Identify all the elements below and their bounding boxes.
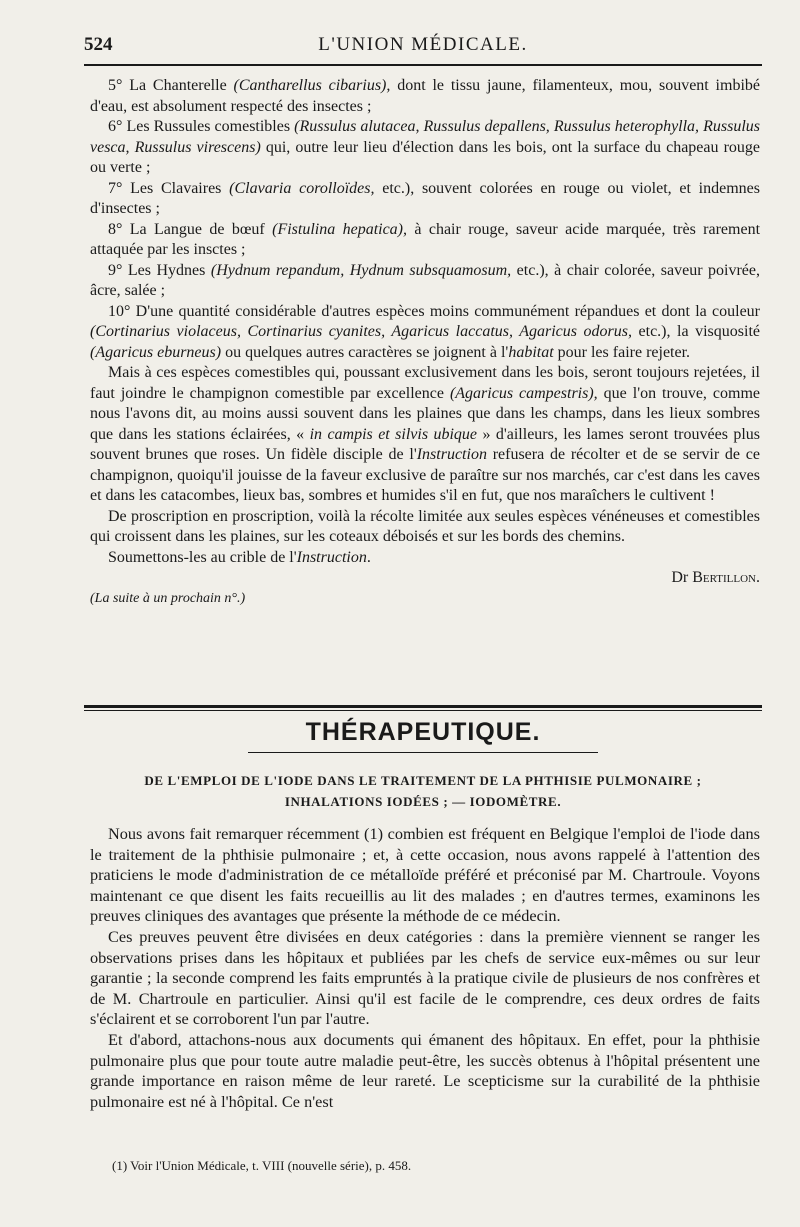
paragraph: Ces preuves peuvent être divisées en deux catégories : dans la première viennent se ranger les observations prises dans les hôpitaux et publiées par les chefs de service eux-mêmes ou sur leur garantie ; la seconde comprend les faits empruntés à la pratique civile de plusieurs de nos confrères et de M. Chartroule en particulier. Ainsi qu'il est facile de le comprendre, ces deux ordres de faits s'éclairent et se corroborent l'un par l'autre. xyxy=(90,926,760,1029)
article-body xyxy=(90,76,760,609)
footnote: (1) Voir l'Union Médicale, t. VIII (nouvelle série), p. 458. xyxy=(112,1158,412,1173)
list-item: 7° Les Clavaires (Clavaria corolloïdes, etc.), souvent colorées en rouge ou violet, et indemnes d'insectes ; xyxy=(90,179,760,217)
list-item: 9° Les Hydnes (Hydnum repandum, Hydnum subsquamosum, etc.), à chair colorée, saveur poivrée, âcre, salée ; xyxy=(90,261,761,299)
list-item: 8° La Langue de bœuf (Fistulina hepatica), à chair rouge, saveur acide marquée, très rarement attaquée par les insctes ; xyxy=(90,220,761,258)
paragraph: Et d'abord, attachons-nous aux documents qui émanent des hôpitaux. En effet, pour la phthisie pulmonaire plus que pour toute autre maladie peut-être, les succès obtenus à l'hôpital présentent une grande importance en raison même de leur rareté. Le scepticisme sur la curabilité de la phthisie pulmonaire est né à l'hôpital. Ce n'est xyxy=(90,1029,760,1111)
paragraph: Mais à ces espèces comestibles qui, poussant exclusivement dans les bois, seront toujours rejetées, il faut joindre le champignon comestible par excellence (Agaricus campestris), que l'on trouve, comme nous l'avons dit, au moins aussi souvent dans les plaines que dans les champs, dans les lieux sombres que dans les stations éclairées, « in campis et silvis ubique » d'ailleurs, les lames seront trouvées plus souvent brunes que roses. Un fidèle disciple de l'Instruction refusera de récolter et de se servir de ce champignon, quoiqu'il jouisse de la faveur exclusive de paraître sur nos marchés, car c'est dans les caves et dans les catacombes, lieux bas, sombres et humides s'il en fut, que nos maraîchers le cultivent ! xyxy=(90,364,761,504)
continuation-note: (La suite à un prochain n°.) xyxy=(90,590,246,606)
header-rule xyxy=(84,64,762,66)
page-number: 524 xyxy=(84,34,113,55)
section-rule-top-thin xyxy=(84,710,762,711)
list-item: 6° Les Russules comestibles (Russulus alutacea, Russulus depallens, Russulus heterophylla, Russulus vesca, Russulus virescens) qui, outre leur lieu d'élection dans les bois, ont la surface du chapeau rouge ou verte ; xyxy=(90,118,760,176)
section-title: THÉRAPEUTIQUE. xyxy=(305,718,541,746)
paragraph: De proscription en proscription, voilà la récolte limitée aux seules espèces vénéneuses et comestibles qui croissent dans les plaines, sur les coteaux déboisés et sur les bords des chemins. xyxy=(90,507,760,545)
therapy-article xyxy=(90,824,760,1112)
paragraph: Soumettons-les au crible de l'Instruction. xyxy=(108,548,371,566)
paragraph: Nous avons fait remarquer récemment (1) combien est fréquent en Belgique l'emploi de l'iode dans le traitement de la phthisie pulmonaire ; et, à cette occasion, nous avons rappelé à l'attention des praticiens le mode d'administration de ce métalloïde préféré et préconisé par M. Chartroule. Voyons maintenant ce que disent les faits recueillis au lit des malades ; en d'autres termes, examinons les preuves cliniques des avantages que présente la méthode de ce médecin. xyxy=(90,824,760,926)
journal-title: L'UNION MÉDICALE. xyxy=(318,34,528,55)
title-rule xyxy=(248,752,598,753)
list-item: 10° D'une quantité considérable d'autres espèces moins communément répandues et dont la couleur (Cortinarius violaceus, Cortinarius cyanites, Agaricus laccatus, Agaricus odorus, etc.), la visquosité (Agaricus eburneus) ou quelques autres caractères se joignent à l'habitat pour les faire rejeter. xyxy=(90,302,761,361)
section-rule-top xyxy=(84,705,762,708)
page-header xyxy=(84,30,762,62)
list-item: 5° La Chanterelle (Cantharellus cibarius), dont le tissu jaune, filamenteux, mou, souvent imbibé d'eau, est absolument respecté des insectes ; xyxy=(90,77,760,115)
author-signature: Dr Bertillon. xyxy=(671,569,760,586)
article-subheading: DE L'EMPLOI DE L'IODE DANS LE TRAITEMENT DE LA PHTHISIE PULMONAIRE ; INHALATIONS IODÉES ; — IODOMÈTRE. xyxy=(144,773,702,809)
